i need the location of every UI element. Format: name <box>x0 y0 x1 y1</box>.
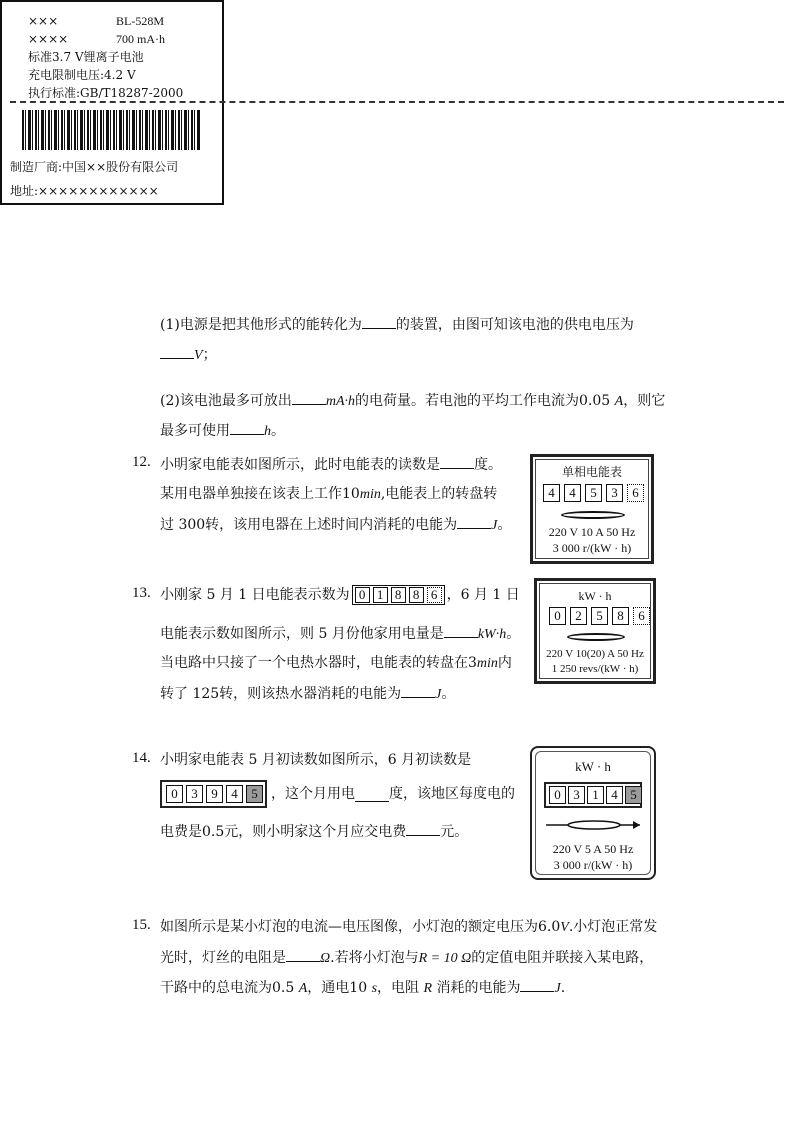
answer-blank <box>444 623 478 638</box>
meter-digit: 3 <box>606 484 623 502</box>
meter-digit: 3 <box>568 786 585 804</box>
q12-line1 <box>160 454 502 475</box>
meter-digit-decimal: 6 <box>627 484 644 502</box>
q15-text: 如图所示是某小灯泡的电流—电压图像，小灯泡的额定电压为6.0 <box>160 919 561 935</box>
q13-text: 内 <box>497 655 512 671</box>
meter-digit: 0 <box>549 607 566 625</box>
q14-text: 电费是0.5元，则小明家这个月应交电费 <box>160 824 407 840</box>
answer-blank <box>406 821 440 836</box>
q11-text: 。 <box>271 423 285 439</box>
unit-amp: A <box>298 981 308 996</box>
q13-text: 小刚家 5 月 1 日电能表示数为 <box>160 587 350 603</box>
reading-digit: 8 <box>409 587 424 603</box>
unit-joule: J <box>491 518 498 533</box>
meter-digit: 4 <box>606 786 623 804</box>
q12-text: 过 300转，该用电器在上述时间内消耗的电能为 <box>160 517 458 533</box>
question-number: 14. <box>132 750 151 766</box>
q13-text: 转了 125转，则该热水器消耗的电能为 <box>160 686 402 702</box>
q11-text: (2)该电池最多可放出 <box>160 393 292 409</box>
q14-text: ，这个月用电 <box>271 786 355 802</box>
question-number: 13. <box>132 585 151 601</box>
q13-text: 。 <box>506 626 521 642</box>
q11-text: 最多可使用 <box>160 423 230 439</box>
meter-title: 单相电能表 <box>561 465 622 479</box>
answer-blank <box>520 977 554 992</box>
meter-digit: 5 <box>585 484 602 502</box>
q14-line3 <box>160 821 468 842</box>
q11-part1-line1 <box>160 314 634 335</box>
meter-digits <box>549 607 654 625</box>
unit-ohm: Ω <box>320 951 331 966</box>
q12-meter-figure <box>530 454 654 564</box>
q13-inline-reading <box>352 585 445 605</box>
answer-blank <box>160 344 194 359</box>
q15-line3 <box>160 977 565 999</box>
q15-text: ，通电10 <box>307 980 368 996</box>
unit-volt: V <box>560 920 569 935</box>
q12-text: 。 <box>497 517 512 533</box>
meter-spec-2: 1 250 revs/(kW · h) <box>551 663 639 675</box>
q13-text: 。 <box>441 686 456 702</box>
q15-text: 干路中的总电流为0.5 <box>160 980 295 996</box>
q15-text: 光时，灯丝的电阻是 <box>160 950 286 966</box>
meter-digit: 4 <box>543 484 560 502</box>
answer-blank <box>292 390 326 405</box>
q13-line2 <box>160 623 520 645</box>
battery-charge-limit: 充电限制电压:4.2 V <box>28 68 136 82</box>
meter-dial-ellipse <box>561 511 625 519</box>
q11-text: 的电荷量。若电池的平均工作电流为0.05 <box>355 393 611 409</box>
answer-blank <box>440 454 474 469</box>
q15-text: . <box>560 980 566 996</box>
q15-text: 的定值电阻并联接入某电路， <box>471 950 654 966</box>
battery-line2-left: ×××× <box>28 32 69 46</box>
meter-digits <box>549 786 642 804</box>
q13-text: 当电路中只接了一个电热水器时，电能表的转盘在3 <box>160 655 477 671</box>
answer-blank <box>230 420 264 435</box>
q11-text: ，则它 <box>623 393 666 409</box>
q14-line2 <box>160 780 515 808</box>
reading-digit: 3 <box>186 785 203 803</box>
reading-digit: 1 <box>373 587 388 603</box>
battery-capacity: 700 mA·h <box>116 32 165 46</box>
meter-digit: 2 <box>570 607 587 625</box>
q15-line2 <box>160 947 653 969</box>
q12-line2 <box>160 484 497 505</box>
reading-digit: 9 <box>206 785 223 803</box>
meter-digit-decimal: 6 <box>633 607 650 625</box>
meter-digit-decimal: 5 <box>625 786 642 804</box>
q15-text: .小灯泡正常发 <box>568 919 658 935</box>
battery-divider <box>10 101 784 103</box>
q15-text: 消耗的电能为 <box>436 980 521 996</box>
question-number: 12. <box>132 454 151 470</box>
answer-blank <box>401 683 435 698</box>
meter-digit: 1 <box>587 786 604 804</box>
q11-text: ； <box>202 347 217 363</box>
meter-title: kW · h <box>575 759 611 774</box>
answer-blank <box>457 514 491 529</box>
meter-spec-1: 220 V 5 A 50 Hz <box>552 842 634 856</box>
meter-digits <box>543 484 648 502</box>
meter-spec-1: 220 V 10(20) A 50 Hz <box>546 648 644 660</box>
q11-text: (1)电源是把其他形式的能转化为 <box>160 317 362 333</box>
reading-digit: 8 <box>391 587 406 603</box>
resistance-formula: R = 10 Ω <box>418 951 472 966</box>
answer-blank <box>355 787 389 802</box>
battery-label-figure <box>0 0 224 205</box>
answer-blank <box>286 947 320 962</box>
q12-text: 度。 <box>474 457 502 473</box>
q14-meter-figure <box>530 746 656 880</box>
q11-text: 的装置，由图可知该电池的供电电压为 <box>395 317 634 333</box>
unit-amp: A <box>614 394 624 409</box>
meter-spec-1: 220 V 10 A 50 Hz <box>548 525 636 539</box>
reading-digit-decimal: 6 <box>427 587 442 603</box>
battery-address: 地址:×××××××××××× <box>10 184 159 198</box>
meter-digit: 5 <box>591 607 608 625</box>
q12-text: ,电能表上的转盘转 <box>380 486 498 502</box>
q11-part1-line2 <box>160 344 217 366</box>
q15-text: .若将小灯泡与 <box>330 950 419 966</box>
reading-digit-decimal: 5 <box>246 785 263 803</box>
q14-inline-reading <box>160 780 267 808</box>
battery-maker: 制造厂商:中国××股份有限公司 <box>10 160 179 174</box>
unit-volt: V <box>194 348 203 363</box>
q13-meter-figure <box>534 578 656 684</box>
meter-title: kW · h <box>578 589 612 603</box>
reading-digit: 0 <box>355 587 370 603</box>
meter-digit: 4 <box>564 484 581 502</box>
q13-text: ，6 月 1 日 <box>446 587 520 603</box>
q12-text: 小明家电能表如图所示，此时电能表的读数是 <box>160 457 440 473</box>
unit-kwh: kW·h <box>477 627 507 642</box>
q12-line3 <box>160 514 511 536</box>
q13-line3 <box>160 653 512 674</box>
unit-joule: J <box>435 687 442 702</box>
meter-digit: 0 <box>549 786 566 804</box>
meter-dial-ellipse <box>567 633 625 641</box>
q15-line1 <box>160 917 657 938</box>
reading-digit: 0 <box>166 785 183 803</box>
battery-standard: 执行标准:GB/T18287-2000 <box>28 86 184 100</box>
q11-part2-line2 <box>160 420 285 442</box>
battery-model: BL-528M <box>116 14 164 28</box>
unit-joule: J <box>554 981 561 996</box>
reading-digit: 4 <box>226 785 243 803</box>
q13-text: 电能表示数如图所示，则 5 月份他家用电量是 <box>160 626 444 642</box>
answer-blank <box>362 314 396 329</box>
q14-text: 元。 <box>440 824 469 840</box>
q14-line1: 小明家电能表 5 月初读数如图所示，6 月初读数是 <box>160 752 472 768</box>
q13-line4 <box>160 683 455 705</box>
battery-voltage-line: 标准3.7 V锂离子电池 <box>28 50 144 64</box>
unit-mah: mA·h <box>325 394 356 409</box>
unit-hour: h <box>264 424 271 439</box>
q14-text: 度，该地区每度电的 <box>389 786 515 802</box>
meter-digit: 8 <box>612 607 629 625</box>
battery-line1-left: ××× <box>28 14 59 28</box>
variable-r: R <box>423 981 433 996</box>
unit-second: s <box>371 981 378 996</box>
meter-spec-2: 3 000 r/(kW · h) <box>552 541 632 555</box>
meter-spec-2: 3 000 r/(kW · h) <box>553 858 633 872</box>
barcode-image <box>22 110 200 150</box>
meter-dial-arrow <box>544 818 644 832</box>
question-number: 15. <box>132 917 151 933</box>
unit-min: min <box>359 487 381 502</box>
unit-min: min <box>476 656 498 671</box>
q15-text: ，电阻 <box>377 980 420 996</box>
q13-line1 <box>160 585 520 605</box>
q12-text: 某用电器单独接在该表上工作10 <box>160 486 360 502</box>
q11-part2-line1 <box>160 390 665 412</box>
